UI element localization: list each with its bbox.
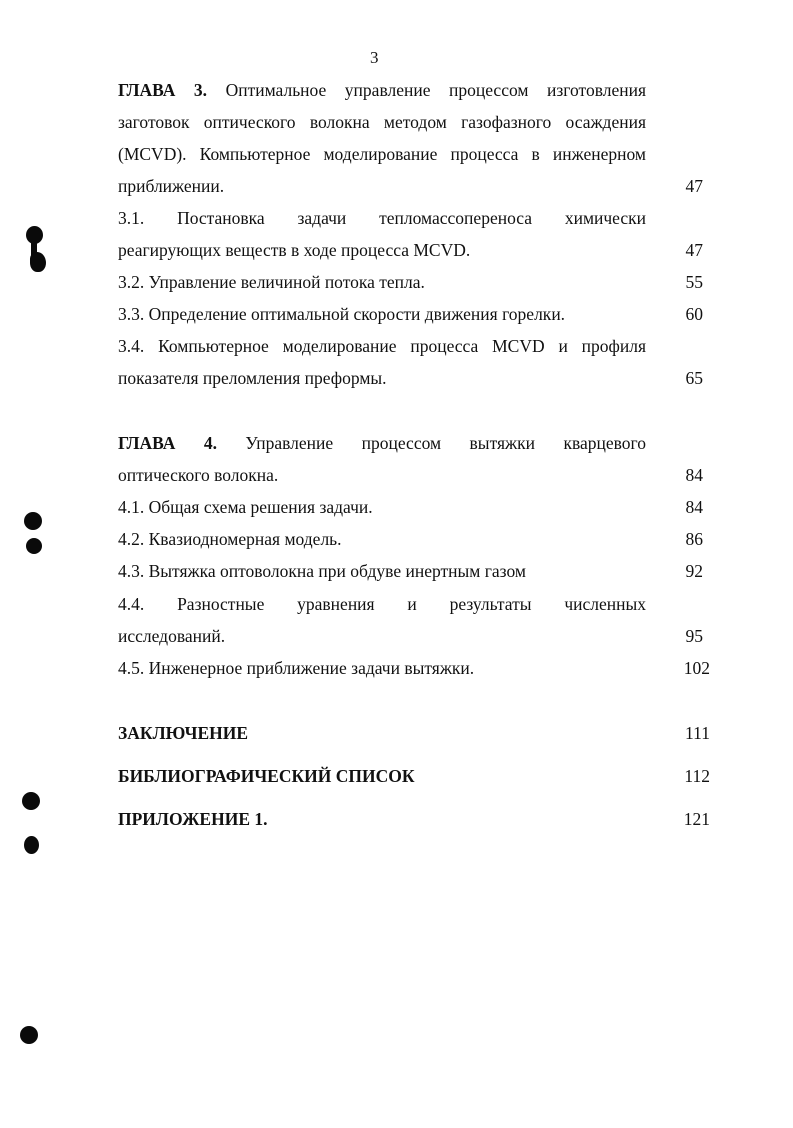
section-3-2-page: 55 — [685, 272, 703, 292]
punch-hole-mark — [26, 538, 42, 554]
chapter-3-title-line-2: заготовок оптического волокна методом газофазного осаждения — [118, 112, 646, 132]
bibliography-page: 112 — [684, 766, 710, 786]
bibliography-title: БИБЛИОГРАФИЧЕСКИЙ СПИСОК — [118, 766, 415, 786]
punch-hole-mark — [20, 1026, 38, 1044]
chapter-4-title-line-2: оптического волокна. — [118, 465, 279, 485]
section-4-3-page: 92 — [685, 561, 703, 581]
toc-bibliography[interactable] — [118, 760, 415, 792]
toc-chapter-3[interactable] — [118, 74, 646, 202]
punch-hole-mark — [24, 512, 42, 530]
section-3-4-page: 65 — [685, 368, 703, 388]
appendix-1-page: 121 — [683, 809, 710, 829]
section-3-2-title: 3.2. Управление величиной потока тепла. — [118, 272, 425, 292]
page-number: 3 — [370, 48, 379, 67]
toc-section-4-1[interactable] — [118, 491, 373, 523]
toc-section-4-5[interactable] — [118, 652, 474, 684]
chapter-4-page: 84 — [685, 465, 703, 485]
section-3-4-line-2: показателя преломления преформы. — [118, 368, 387, 388]
section-4-1-page: 84 — [685, 497, 703, 517]
section-4-2-page: 86 — [685, 529, 703, 549]
toc-chapter-3-line-1 — [118, 74, 646, 106]
toc-chapter-4-line-1: ГЛАВА 4. Управление процессом вытяжки кварцевого — [118, 433, 647, 453]
section-4-4-page: 95 — [685, 626, 703, 646]
chapter-4-label: ГЛАВА 4. — [118, 433, 217, 453]
conclusion-title: ЗАКЛЮЧЕНИЕ — [118, 723, 249, 743]
section-4-5-title: 4.5. Инженерное приближение задачи вытяжки. — [118, 658, 475, 678]
toc-section-3-4[interactable] — [118, 330, 646, 394]
section-4-4-line-2: исследований. — [118, 626, 226, 646]
chapter-3-page: 47 — [685, 176, 703, 196]
section-3-3-page: 60 — [685, 304, 703, 324]
section-4-3-title: 4.3. Вытяжка оптоволокна при обдуве инертным газом — [118, 561, 526, 581]
toc-section-3-1[interactable] — [118, 202, 646, 266]
chapter-3-title-line-3: (MCVD). Компьютерное моделирование процесса в инженерном — [118, 144, 646, 164]
toc-chapter-4[interactable] — [118, 427, 646, 491]
punch-hole-mark — [30, 252, 46, 272]
section-3-1-line-1: 3.1. Постановка задачи тепломассопереноса химически — [118, 208, 647, 228]
section-4-4-line-1: 4.4. Разностные уравнения и результаты численных — [118, 594, 646, 614]
toc-appendix-1[interactable] — [118, 803, 268, 835]
appendix-1-title: ПРИЛОЖЕНИЕ 1. — [118, 809, 268, 829]
section-4-1-title: 4.1. Общая схема решения задачи. — [118, 497, 373, 517]
section-4-2-title: 4.2. Квазиодномерная модель. — [118, 529, 342, 549]
section-3-3-title: 3.3. Определение оптимальной скорости движения горелки. — [118, 304, 566, 324]
chapter-3-label: ГЛАВА 3. — [118, 80, 208, 100]
toc-section-4-3[interactable] — [118, 555, 526, 587]
punch-hole-mark — [22, 792, 40, 810]
toc-section-4-4[interactable] — [118, 588, 646, 652]
section-4-5-page: 102 — [683, 658, 710, 678]
punch-hole-mark — [24, 836, 39, 854]
toc-section-3-3[interactable] — [118, 298, 565, 330]
toc-section-4-2[interactable] — [118, 523, 342, 555]
toc-conclusion[interactable] — [118, 717, 248, 749]
conclusion-page: 111 — [685, 723, 710, 743]
section-3-4-line-1: 3.4. Компьютерное моделирование процесса MCVD и профиля — [118, 336, 646, 356]
section-3-1-line-2: реагирующих веществ в ходе процесса MCVD. — [118, 240, 471, 260]
toc-section-3-2[interactable] — [118, 266, 425, 298]
chapter-3-title-line-4: приближении. — [118, 176, 225, 196]
chapter-3-title-line-1: Оптимальное управление процессом изготовления — [225, 80, 647, 100]
section-3-1-page: 47 — [685, 240, 703, 260]
